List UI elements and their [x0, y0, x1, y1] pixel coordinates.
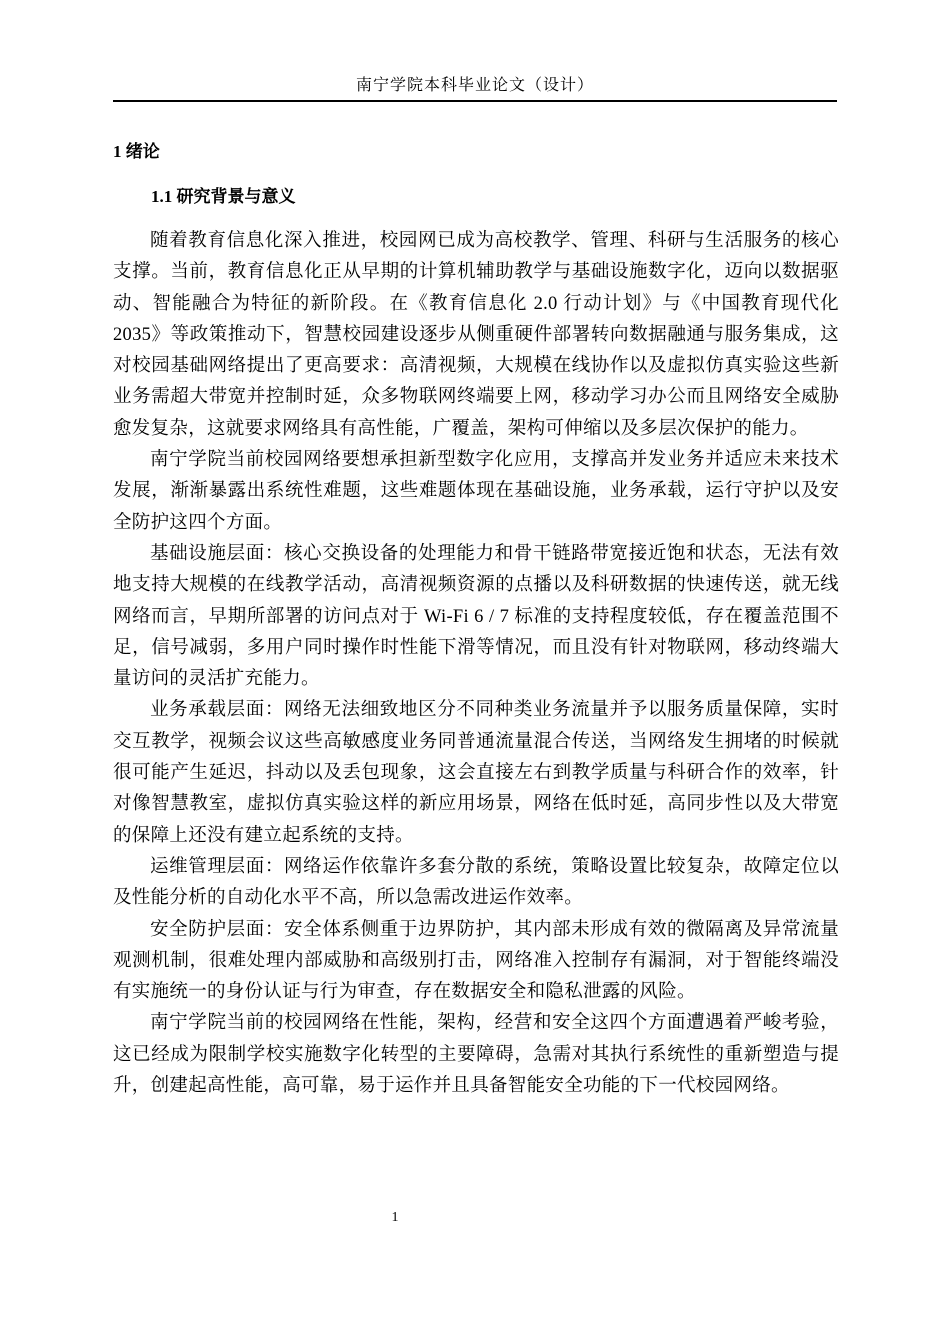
paragraph-operations: 运维管理层面：网络运作依靠许多套分散的系统，策略设置比较复杂，故障定位以及性能分析的自动化水平不高，所以急需改进运作效率。 — [113, 856, 839, 909]
section-title: 1.1 研究背景与意义 — [151, 187, 296, 206]
body-text — [113, 226, 839, 1102]
page-number: 1 — [391, 1210, 399, 1225]
chapter-title: 1 绪论 — [113, 142, 160, 161]
paragraph-service: 业务承载层面：网络无法细致地区分不同种类业务流量并予以服务质量保障，实时交互教学，视频会议这些高敏感度业务同普通流量混合传送，当网络发生拥堵的时候就很可能产生延迟，抖动以及丢包现象，这会直接左右到教学质量与科研合作的效率，针对像智慧教室，虚拟仿真实验这样的新应用场景，网络在低时延，高同步性以及大带宽的保障上还没有建立起系统的支持。 — [113, 700, 839, 846]
paragraph-conclusion: 南宁学院当前的校园网络在性能，架构，经营和安全这四个方面遭遇着严峻考验，这已经成为限制学校实施数字化转型的主要障碍，急需对其执行系统性的重新塑造与提升，创建起高性能，高可靠，易于运作并且具备智能安全功能的下一代校园网络。 — [113, 1013, 839, 1097]
paragraph-challenges: 南宁学院当前校园网络要想承担新型数字化应用，支撑高并发业务并适应未来技术发展，渐渐暴露出系统性难题，这些难题体现在基础设施，业务承载，运行守护以及安全防护这四个方面。 — [113, 450, 839, 533]
paragraph-intro: 随着教育信息化深入推进，校园网已成为高校教学、管理、科研与生活服务的核心支撑。当前，教育信息化正从早期的计算机辅助教学与基础设施数字化，迈向以数据驱动、智能融合为特征的新阶段。在《教育信息化 2.0 行动计划》与《中国教育现代化 2035》等政策推动下，智慧校园建设逐步从侧重硬件部署转向数据融通与服务集成，这对校园基础网络提出了更高要求：高清视频，大规模在线协作以及虚拟仿真实验这些新业务需超大带宽并控制时延，众多物联网终端要上网，移动学习办公而且网络安全威胁愈发复杂，这就要求网络具有高性能，广覆盖，架构可伸缩以及多层次保护的能力。 — [113, 231, 839, 439]
paragraph-infrastructure: 基础设施层面：核心交换设备的处理能力和骨干链路带宽接近饱和状态，无法有效地支持大规模的在线教学活动，高清视频资源的点播以及科研数据的快速传送，就无线网络而言，早期所部署的访问点对于 Wi-Fi 6 / 7 标准的支持程度较低，存在覆盖范围不足，信号减弱，多用户同时操作时性能下滑等情况，而且没有针对物联网，移动终端大量访问的灵活扩充能力。 — [113, 543, 839, 690]
header-rule — [113, 100, 837, 102]
paragraph-security: 安全防护层面：安全体系侧重于边界防护，其内部未形成有效的微隔离及异常流量观测机制，很难处理内部威胁和高级别打击，网络准入控制存有漏洞，对于智能终端没有实施统一的身份认证与行为审查，存在数据安全和隐私泄露的风险。 — [113, 919, 839, 1003]
running-header: 南宁学院本科毕业论文（设计） — [355, 77, 594, 94]
